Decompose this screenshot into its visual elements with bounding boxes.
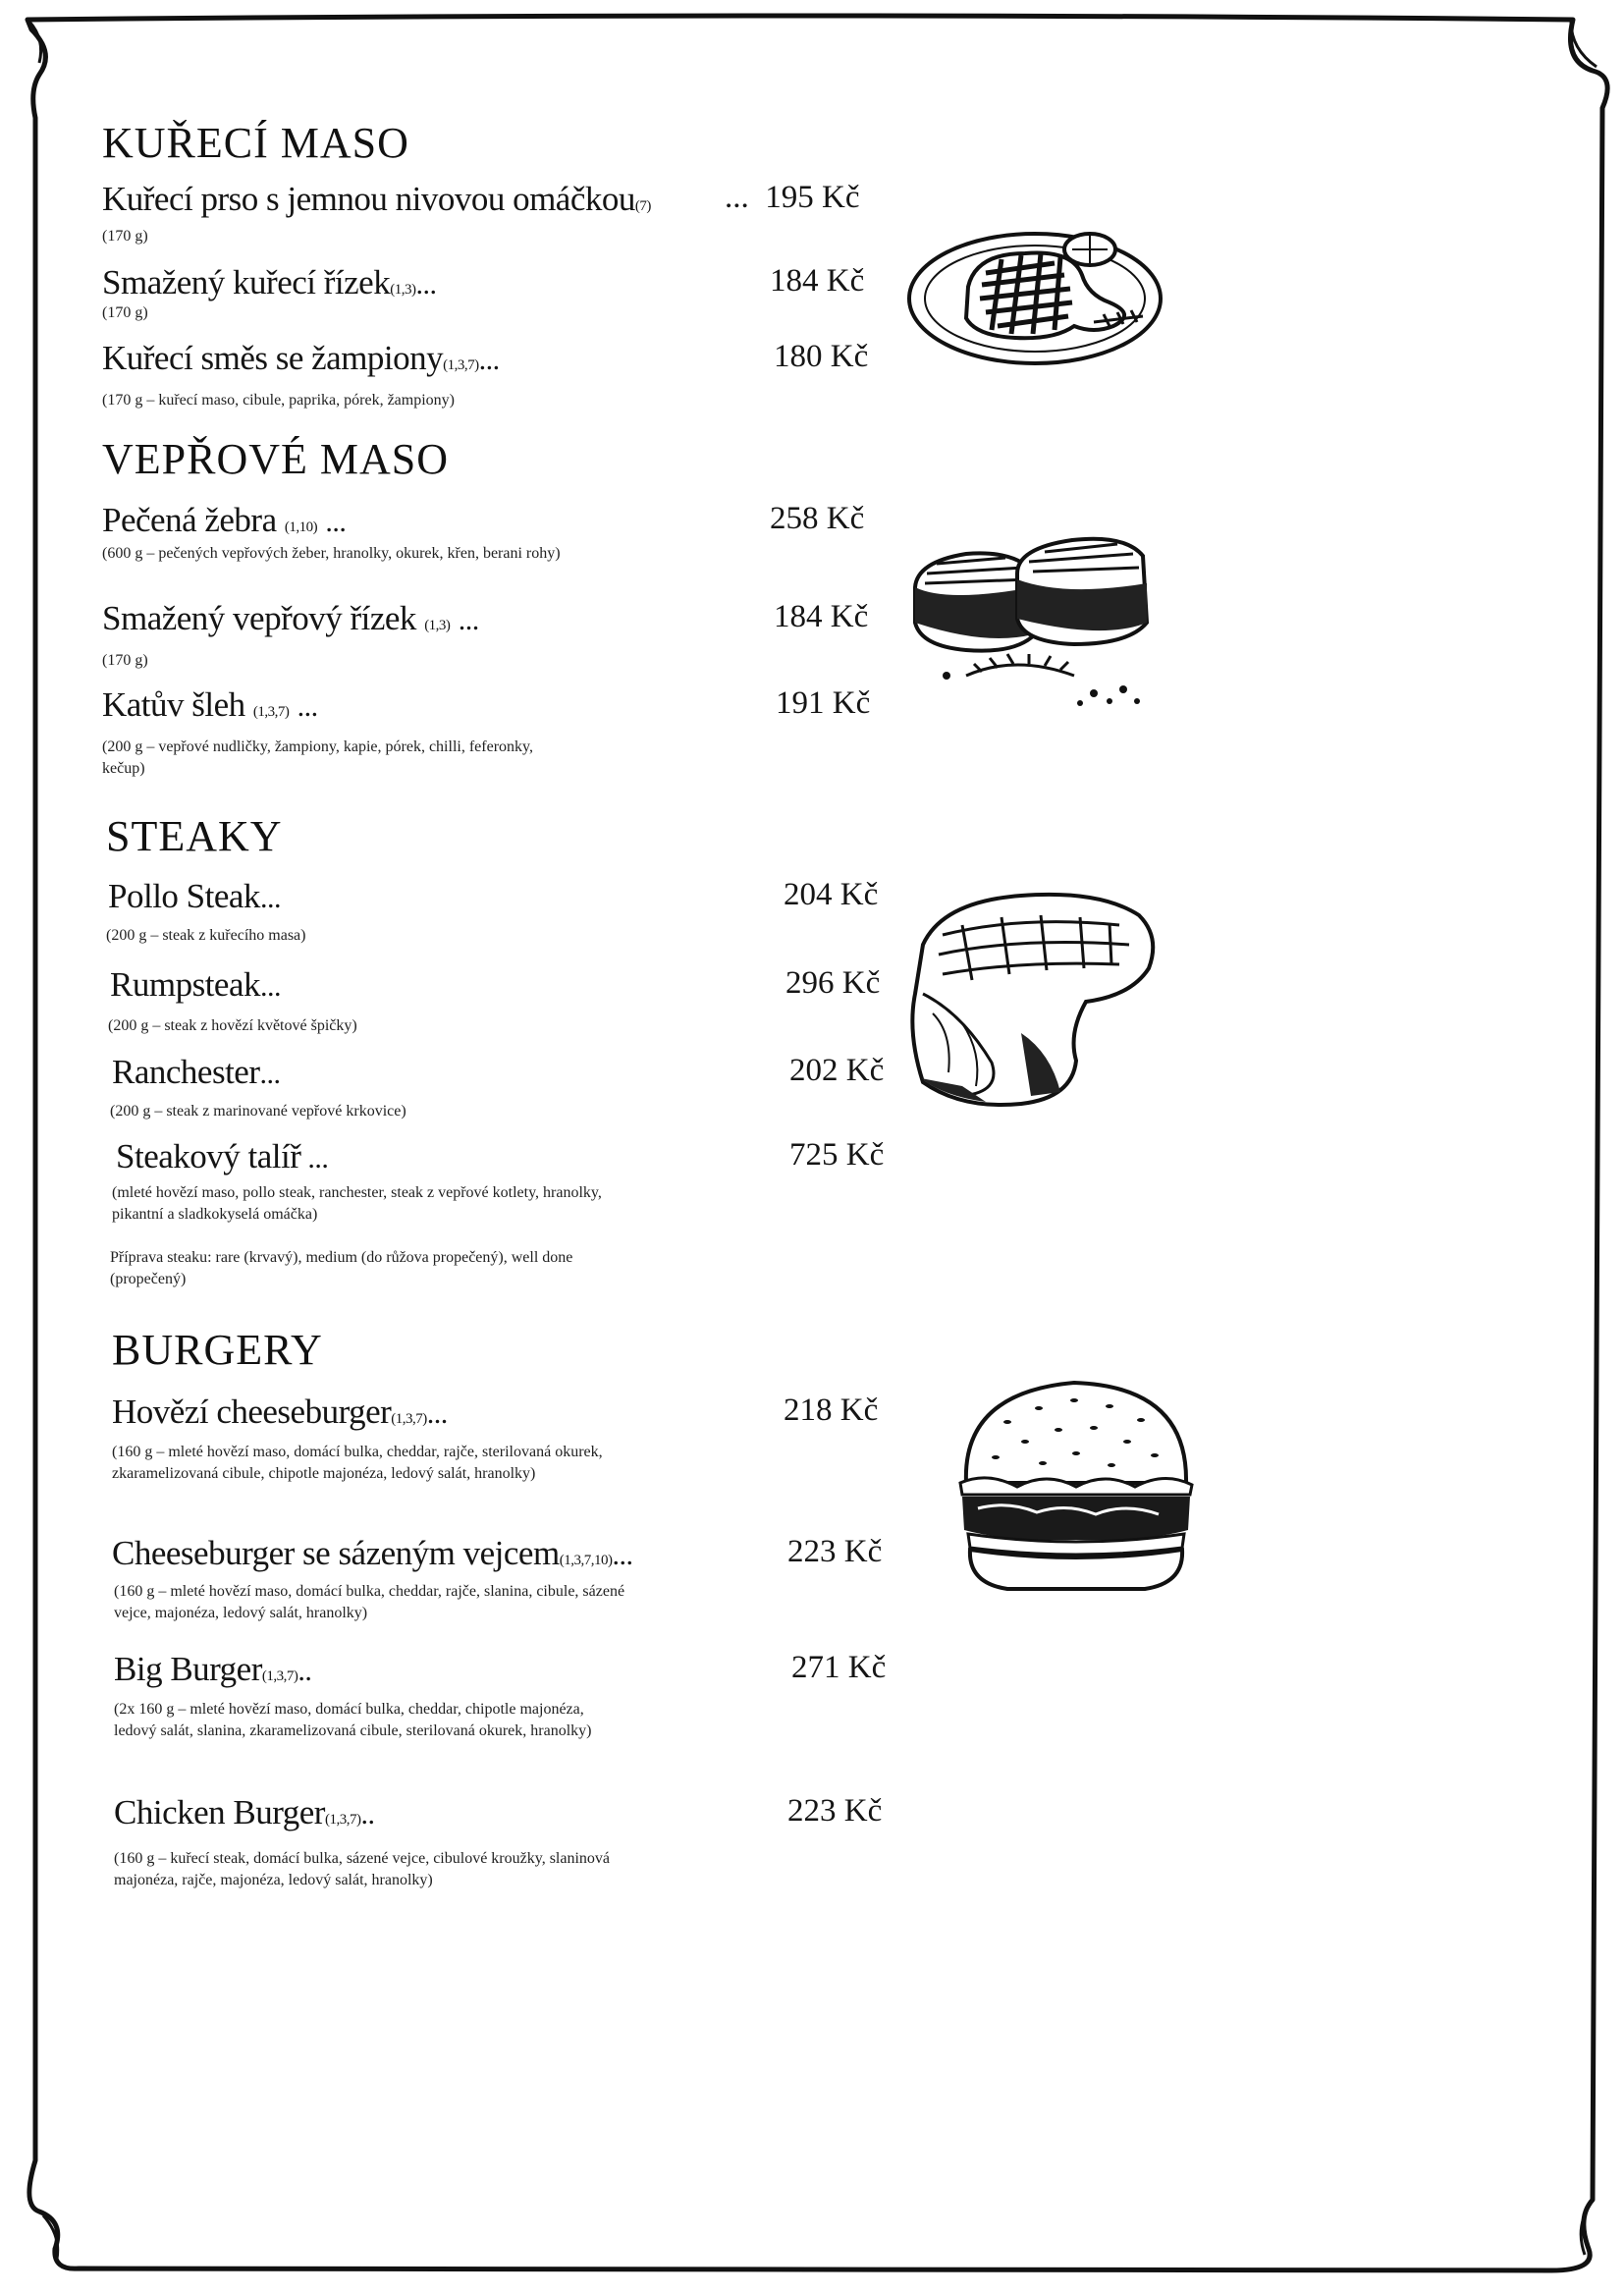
item-dots: ... [478, 344, 500, 376]
item-dots: ... [458, 604, 479, 636]
item-dots: ... [415, 268, 437, 301]
item-price: 271 Kč [791, 1650, 887, 1685]
item-name [112, 1393, 448, 1432]
item-label: Smažený kuřecí řízek [102, 263, 391, 301]
item-price: 296 Kč [785, 965, 881, 1001]
item-name [102, 339, 500, 378]
section-title-burgers: BURGERY [112, 1326, 323, 1374]
item-dots: ... [300, 1142, 329, 1175]
item-dots: ... [259, 1058, 281, 1090]
tbone-steak-icon [903, 886, 1159, 1112]
item-description: (160 g – mleté hovězí maso, domácí bulka, cheddar, rajče, slanina, cibule, sázené vejce, majonéza, ledový salát, hranolky) [114, 1583, 625, 1621]
item-label: Kuřecí směs se žampiony [102, 339, 444, 377]
item-description: (mleté hovězí maso, pollo steak, ranchester, steak z vepřové kotlety, hranolky, pikantní a sladkokyselá omáčka) [112, 1184, 602, 1223]
item-description: (170 g) [102, 304, 148, 321]
section-title-pork: VEPŘOVÉ MASO [102, 435, 450, 483]
item-name [116, 1137, 328, 1176]
item-name [112, 1053, 280, 1092]
item-dots: ... [259, 970, 281, 1003]
item-description: (200 g – steak z hovězí květové špičky) [108, 1017, 357, 1034]
item-description: (200 g – steak z kuřecího masa) [106, 927, 306, 944]
item-label: Smažený vepřový řízek [102, 599, 416, 637]
allergen-codes: (1,3,7) [391, 1411, 427, 1427]
item-label: Big Burger [114, 1650, 262, 1688]
item-name [114, 1793, 374, 1832]
allergen-codes: (1,3,7) [261, 1668, 298, 1684]
allergen-codes: (7) [634, 198, 651, 214]
item-price: 223 Kč [787, 1793, 883, 1829]
allergen-codes: (1,10) [284, 519, 318, 535]
steak-preparation-note: Příprava steaku: rare (krvavý), medium (do růžova propečený), well done (propečený) [110, 1249, 573, 1287]
item-label: Pollo Steak [108, 877, 260, 915]
section-title-chicken: KUŘECÍ MASO [102, 119, 409, 167]
item-name [102, 501, 346, 540]
item-price: 218 Kč [784, 1393, 879, 1428]
item-name [110, 965, 281, 1005]
price-value: 195 Kč [765, 180, 860, 215]
pork-steaks-icon [907, 528, 1172, 715]
item-price: 191 Kč [776, 685, 871, 721]
item-dots: ... [725, 180, 749, 215]
item-description: (170 g) [102, 652, 148, 669]
item-label: Pečená žebra [102, 501, 277, 539]
item-label: Katův šleh [102, 685, 245, 724]
item-price: 184 Kč [770, 263, 865, 299]
burger-icon [948, 1373, 1204, 1599]
item-price: 258 Kč [770, 501, 865, 536]
item-price: 180 Kč [774, 339, 869, 374]
item-price: 184 Kč [774, 599, 869, 634]
item-description: (160 g – kuřecí steak, domácí bulka, sázené vejce, cibulové kroužky, slaninová majonéza, rajče, majonéza, ledový salát, hranolky) [114, 1850, 611, 1888]
item-label: Rumpsteak [110, 965, 260, 1004]
item-dots: .. [298, 1655, 312, 1687]
item-description: (170 g – kuřecí maso, cibule, paprika, pórek, žampiony) [102, 392, 455, 409]
item-name [102, 263, 436, 302]
allergen-codes: (1,3,7) [252, 704, 290, 720]
item-name [102, 685, 318, 725]
item-price: 223 Kč [787, 1534, 883, 1569]
item-description: (200 g – vepřové nudličky, žampiony, kapie, pórek, chilli, feferonky, kečup) [102, 738, 533, 777]
item-name [108, 877, 281, 916]
item-price: 202 Kč [789, 1053, 885, 1088]
allergen-codes: (1,3) [390, 282, 416, 298]
item-price: 204 Kč [784, 877, 879, 912]
item-dots: ... [426, 1397, 448, 1430]
steak-plate-icon [907, 224, 1172, 371]
item-label: Chicken Burger [114, 1793, 325, 1831]
item-name [112, 1534, 632, 1573]
item-name [114, 1650, 311, 1689]
allergen-codes: (1,3,7) [443, 357, 479, 373]
item-dots: ... [297, 690, 318, 723]
item-description: (160 g – mleté hovězí maso, domácí bulka, cheddar, rajče, sterilovaná okurek, zkaramelizovaná cibule, chipotle majonéza, ledový salát, hranolky) [112, 1444, 603, 1482]
item-label: Cheeseburger se sázeným vejcem [112, 1534, 560, 1572]
section-title-steaks: STEAKY [106, 812, 283, 860]
item-description: (170 g) [102, 228, 148, 245]
item-label: Hovězí cheeseburger [112, 1393, 392, 1431]
item-label: Ranchester [112, 1053, 260, 1091]
item-description: (2x 160 g – mleté hovězí maso, domácí bulka, cheddar, chipotle majonéza, ledový salát, slanina, zkaramelizovaná cibule, sterilovaná okurek, hranolky) [114, 1701, 592, 1739]
item-price [725, 180, 859, 216]
item-dots: .. [360, 1798, 375, 1831]
allergen-codes: (1,3,7) [324, 1812, 361, 1828]
item-description: (200 g – steak z marinované vepřové krkovice) [110, 1103, 406, 1120]
item-name [102, 180, 651, 219]
item-name [102, 599, 479, 638]
allergen-codes: (1,3,7,10) [559, 1553, 613, 1568]
allergen-codes: (1,3) [424, 618, 451, 633]
item-dots: ... [259, 882, 281, 914]
item-description: (600 g – pečených vepřových žeber, hranolky, okurek, křen, berani rohy) [102, 545, 561, 562]
item-label: Steakový talíř [116, 1137, 301, 1175]
item-label: Kuřecí prso s jemnou nivovou omáčkou [102, 180, 635, 218]
item-price: 725 Kč [789, 1137, 885, 1173]
item-dots: ... [325, 506, 347, 538]
item-dots: ... [612, 1539, 633, 1571]
